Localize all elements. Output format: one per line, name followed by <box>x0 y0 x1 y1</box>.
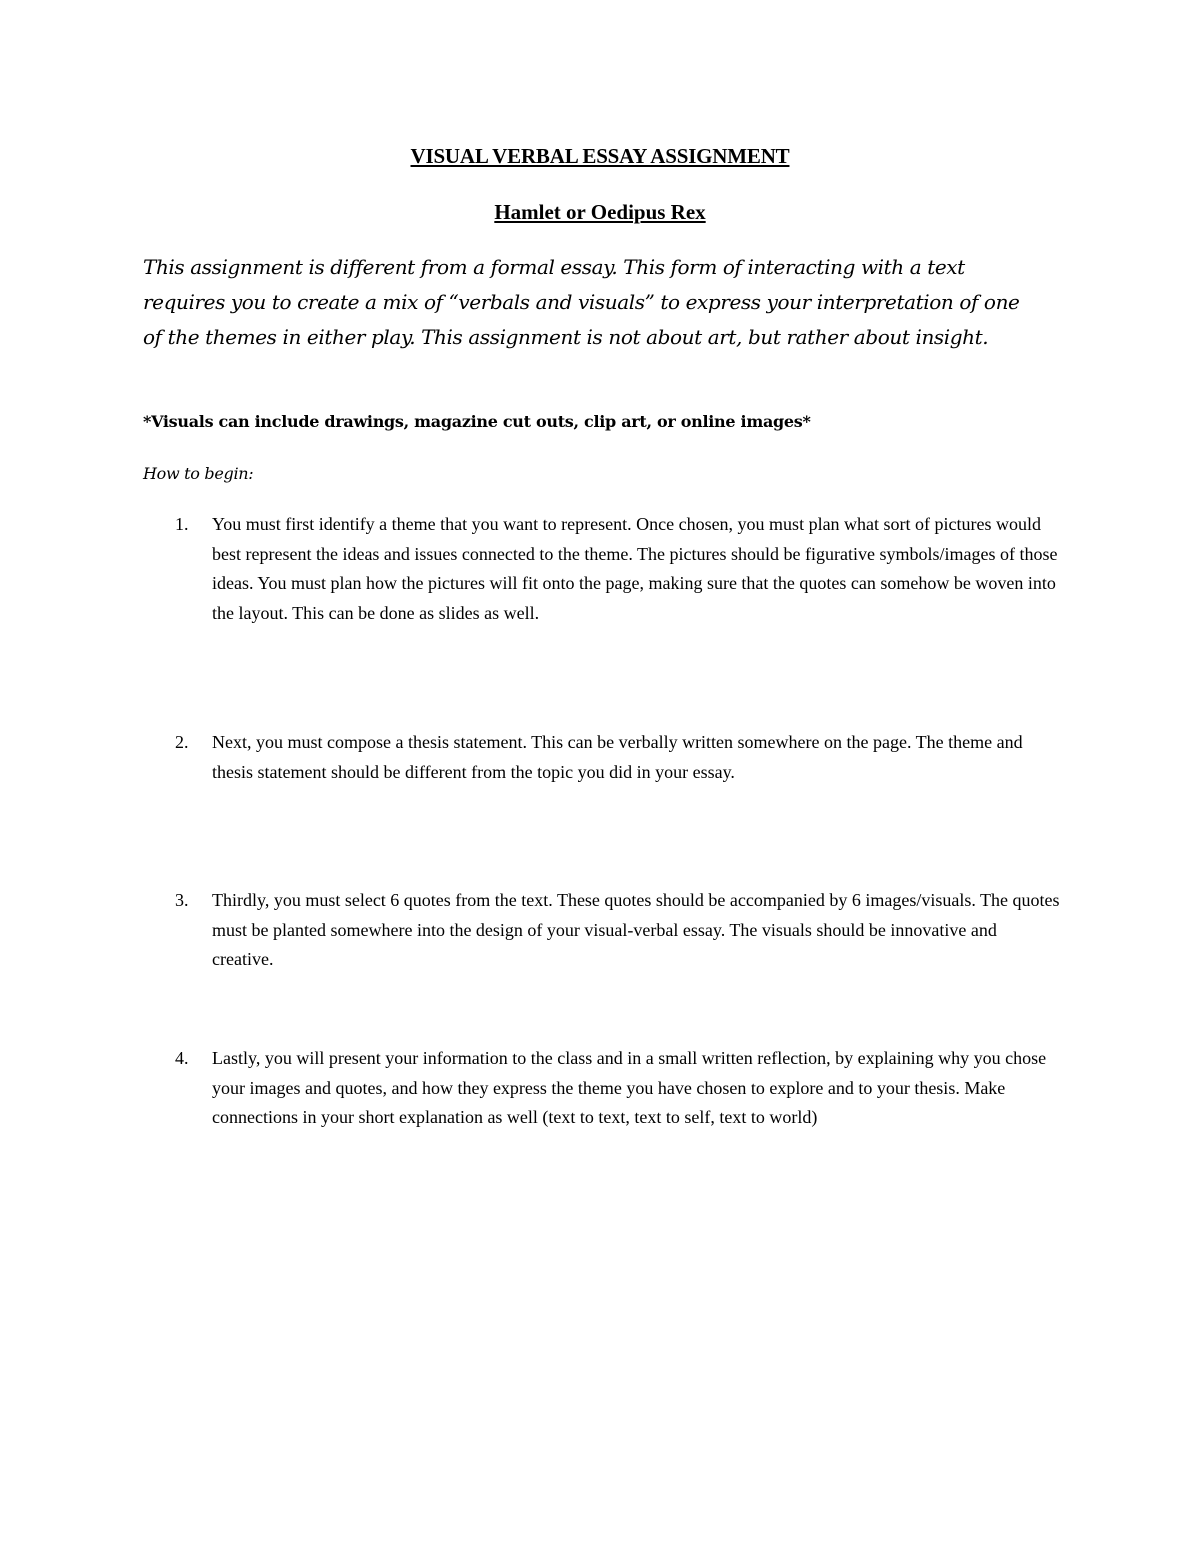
step-item-3 <box>175 886 1060 975</box>
document-subtitle: Hamlet or Oedipus Rex <box>494 200 706 224</box>
step-item-4 <box>175 1044 1060 1133</box>
step-item-2 <box>175 728 1060 787</box>
step-item-1 <box>175 510 1060 628</box>
step-text: Next, you must compose a thesis statement. This can be verbally written somewhere on the page. The theme and thesis statement should be different from the topic you did in your essay. <box>212 732 1023 782</box>
step-text: Lastly, you will present your information to the class and in a small written reflection, by explaining why you chose your images and quotes, and how they express the theme you have chosen to explore and to your thesis. Make connections in your short explanation as well (text to text, text to self, text to world) <box>212 1048 1047 1128</box>
step-number: 1. <box>175 514 189 534</box>
intro-paragraph: This assignment is different from a formal essay. This form of interacting with a text requires you to create a mix of “verbals and visuals” to express your interpretation of one of the themes in either play. This assignment is not about art, but rather about insight. <box>143 255 1020 349</box>
visuals-note: *Visuals can include drawings, magazine cut outs, clip art, or online images* <box>143 412 811 431</box>
step-number: 2. <box>175 732 189 752</box>
step-number: 4. <box>175 1048 189 1068</box>
step-number: 3. <box>175 890 189 910</box>
step-text: Thirdly, you must select 6 quotes from the text. These quotes should be accompanied by 6 images/visuals. The quotes must be planted somewhere into the design of your visual-verbal essay. The visuals should be innovative and creative. <box>212 890 1060 970</box>
document-title: VISUAL VERBAL ESSAY ASSIGNMENT <box>410 144 790 168</box>
step-text: You must first identify a theme that you want to represent. Once chosen, you must plan what sort of pictures would best represent the ideas and issues connected to the theme. The pictures should be figurative symbols/images of those ideas. You must plan how the pictures will fit onto the page, making sure that the quotes can somehow be woven into the layout. This can be done as slides as well. <box>212 514 1058 623</box>
how-to-begin-heading: How to begin: <box>143 464 254 483</box>
